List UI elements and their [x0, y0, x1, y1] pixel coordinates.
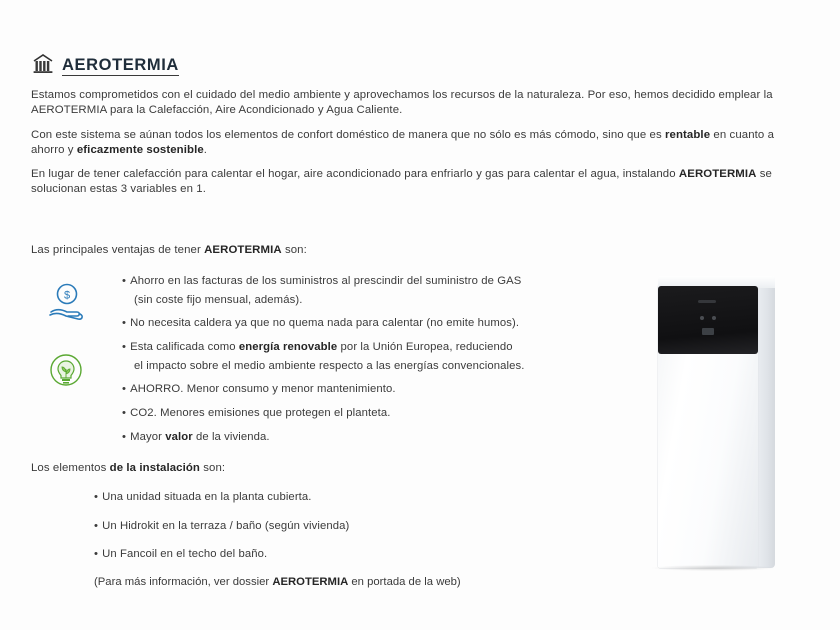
list-item: • Mayor valor de la vivienda. — [122, 430, 270, 443]
dossier-note: (Para más información, ver dossier AEROTERMIA en portada de la web) — [94, 576, 461, 589]
list-item — [94, 490, 614, 505]
list-item: • No necesita caldera ya que no quema nada para calentar (no emite humos). — [122, 317, 520, 330]
element-text: Una unidad situada en la planta cubierta. — [102, 491, 312, 503]
heat-pump-unit-photo — [650, 276, 775, 568]
page-title — [32, 52, 179, 76]
building-icon — [32, 52, 54, 76]
list-item: • AHORRO. Menor consumo y menor mantenimiento. — [122, 383, 396, 396]
bullet-icon: • — [122, 317, 127, 330]
list-item: • Ahorro en las facturas de los suministros al prescindir del suministro de GAS (sin coste fijo mensual, además). — [122, 274, 642, 307]
list-item — [94, 547, 614, 562]
element-text: Un Fancoil en el techo del baño. — [102, 548, 268, 561]
product-indicator-dots — [700, 316, 716, 320]
advantages-lead: Las principales ventajas de tener AEROTERMIA son: — [31, 244, 307, 256]
paragraph-2: Con este sistema se aúnan todos los elementos de confort doméstico de manera que no sólo es más cómodo, sino que es rentable en cuanto a ahorro y eficazmente sostenible. — [31, 128, 775, 156]
page-title-text: AEROTERMIA — [62, 57, 179, 76]
list-item-continuation: el impacto sobre el medio ambiente respecto a las energías convencionales. — [134, 359, 525, 372]
elements-list — [94, 490, 614, 588]
bullet-icon: • — [94, 491, 99, 503]
bullet-icon: • — [122, 275, 127, 287]
bullet-icon: • — [94, 519, 99, 532]
list-item-continuation: (sin coste fijo mensual, además). — [134, 293, 303, 306]
element-text: Un Hidrokit en la terraza / baño (según vivienda) — [102, 519, 350, 532]
product-shadow — [652, 565, 774, 571]
bullet-icon: • — [122, 407, 127, 420]
product-side-panel — [758, 276, 775, 568]
intro-paragraphs — [31, 88, 806, 207]
list-item: • Esta calificada como energía renovable por la Unión Europea, reduciendo el impacto sobre el medio ambiente respecto a las energías convencionales. — [122, 340, 642, 373]
bullet-icon: • — [122, 341, 127, 354]
product-control-panel — [658, 286, 758, 354]
product-display — [702, 328, 714, 335]
elements-lead: Los elementos de la instalación son: — [31, 462, 226, 474]
paragraph-1: Estamos comprometidos con el cuidado del medio ambiente y aprovechamos los recursos de la naturaleza. Por eso, hemos decidido emplear la AEROTERMIA para la Calefacción, Aire Acondicionado y Agua Caliente. — [31, 89, 773, 117]
hand-holding-money-icon — [47, 281, 87, 325]
bullet-icon: • — [122, 430, 127, 443]
list-item — [94, 519, 614, 534]
bullet-icon: • — [122, 383, 127, 396]
list-item: • CO2. Menores emisiones que protegen el planteta. — [122, 407, 391, 420]
eco-bulb-icon — [44, 352, 88, 392]
bullet-icon: • — [94, 548, 99, 561]
paragraph-3: En lugar de tener calefacción para calentar el hogar, aire acondicionado para enfriarlo y gas para calentar el agua, instalando AEROTERMIA se solucionan estas 3 variables en 1. — [31, 168, 772, 196]
advantages-list — [122, 274, 642, 453]
svg-text:$: $ — [63, 289, 71, 302]
product-vent — [698, 300, 716, 303]
